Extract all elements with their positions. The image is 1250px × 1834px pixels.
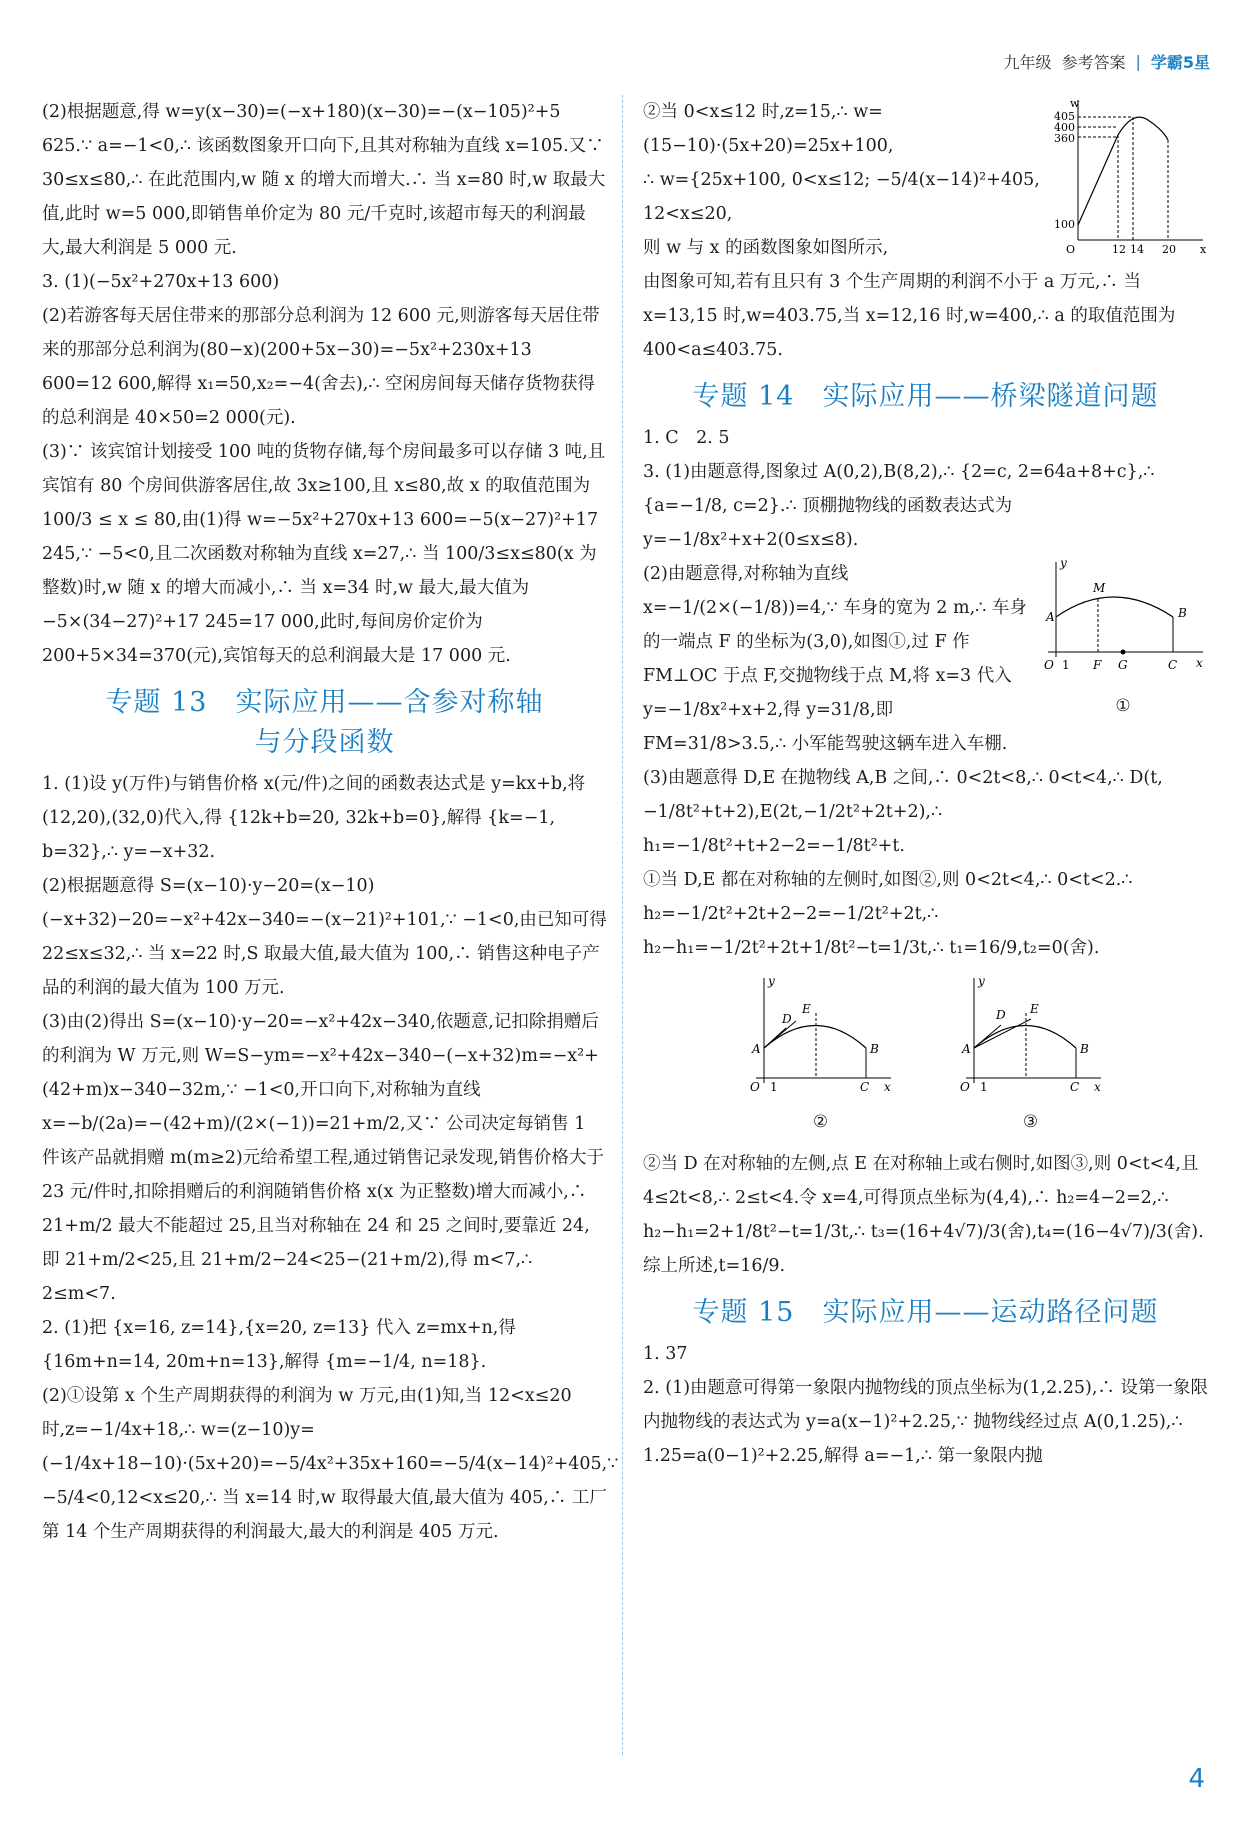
origin-label: O <box>1066 243 1076 256</box>
paragraph: 1. (1)设 y(万件)与销售价格 x(元/件)之间的函数表达式是 y=kx+b,将(12,20),(32,0)代入,得 {12k+b=20, 32k+b=0},解得 {k=−1, b=32},∴ y=−x+32. <box>42 774 586 862</box>
label-x: x <box>1196 656 1203 670</box>
paragraph: 1. C 2. 5 <box>643 428 730 448</box>
label-e: E <box>1029 1002 1039 1016</box>
w-tick-360: 360 <box>1054 132 1075 145</box>
label-y: y <box>977 974 985 988</box>
w-tick-100: 100 <box>1054 218 1075 231</box>
figure-2-diagram <box>746 973 896 1093</box>
figure-3-caption: ③ <box>1022 1112 1039 1132</box>
paragraph: (2)由题意得,对称轴为直线 x=−1/(2×(−1/8))=4,∵ 车身的宽为 2 m,∴ 车身的一端点 F 的坐标为(3,0),如图①,过 F 作 FM⊥OC 于点 F,交抛物线于点 M,将 x=3 代入 y=−1/8x²+x+2,得 y=31/8,即 FM=31/8>3.5,∴ 小军能驾驶这辆车进入车棚. <box>643 564 1027 754</box>
figure-1-diagram <box>1038 557 1208 677</box>
label-1: 1 <box>1062 658 1070 672</box>
topic-13-subtitle: 与分段函数 <box>254 727 395 758</box>
grade-label: 九年级 <box>1003 53 1052 72</box>
label-y: y <box>1060 556 1067 570</box>
topic-15-heading: 专题 15 实际应用——运动路径问题 <box>692 1297 1159 1328</box>
label-g: G <box>1118 658 1128 672</box>
figure-1 <box>1038 557 1208 723</box>
label-x: x <box>883 1080 891 1094</box>
figure-3-diagram <box>956 973 1106 1093</box>
label-y: y <box>767 974 775 988</box>
label-m: M <box>1093 581 1106 595</box>
column-divider <box>622 95 623 1755</box>
paragraph: (2)根据题意,得 w=y(x−30)=(−x+180)(x−30)=−(x−105)²+5 625.∵ a=−1<0,∴ 该函数图象开口向下,且其对称轴为直线 x=105.又∵ 30≤x≤80,∴ 在此范围内,w 随 x 的增大而增大.∴ 当 x=80 时,w 取最大值,此时 w=5 000,即销售单价定为 80 元/千克时,该超市每天的利润最大,最大利润是 5 000 元. <box>42 102 606 258</box>
x-tick-12: 12 <box>1112 243 1126 256</box>
paragraph: (2)若游客每天居住带来的那部分总利润为 12 600 元,则游客每天居住带来的那部分总利润为(80−x)(200+5x−30)=−5x²+230x+13 600=12 600,解得 x₁=50,x₂=−4(舍去),∴ 空闲房间每天储存货物获得的总利润是 40×50=2 000(元). <box>42 306 600 428</box>
label-a: A <box>1046 610 1055 624</box>
left-column <box>42 95 619 1549</box>
right-column <box>643 95 1208 1473</box>
label-1: 1 <box>979 1080 988 1094</box>
paragraph: ②当 0<x≤12 时,z=15,∴ w=(15−10)·(5x+20)=25x+100, <box>643 102 894 156</box>
label-x: x <box>1093 1080 1101 1094</box>
figure-1-caption: ① <box>1115 696 1131 716</box>
figure-3 <box>956 973 1106 1139</box>
label-c: C <box>859 1080 869 1094</box>
w-tick-400: 400 <box>1054 121 1075 134</box>
figure-2 <box>746 973 896 1139</box>
label-o: O <box>959 1080 970 1094</box>
paragraph: (2)根据题意得 S=(x−10)·y−20=(x−10)(−x+32)−20=−x²+42x−340=−(x−21)²+101,∵ −1<0,由已知可得 22≤x≤32,∴ 当 x=22 时,S 取最大值,最大值为 100,∴ 销售这种电子产品的利润的最大值为 100 万元. <box>42 876 607 998</box>
paragraph: 1. 37 <box>643 1344 688 1364</box>
paragraph: (2)①设第 x 个生产周期获得的利润为 w 万元,由(1)知,当 12<x≤20 时,z=−1/4x+18,∴ w=(z−10)y=(−1/4x+18−10)·(5x+20)=−5/4x²+35x+160=−5/4(x−14)²+405,∵ −5/4<0,12<x≤20,∴ 当 x=14 时,w 取得最大值,最大值为 405,∴ 工厂第 14 个生产周期获得的利润最大,最大的利润是 405 万元. <box>42 1386 619 1542</box>
paragraph: 则 w 与 x 的函数图象如图所示, <box>643 238 889 258</box>
header-separator: | <box>1135 52 1141 71</box>
label-o: O <box>1044 658 1054 672</box>
paragraph: ∴ w={25x+100, 0<x≤12; −5/4(x−14)²+405, 12<x≤20, <box>643 170 1040 224</box>
figure-2-caption: ② <box>812 1112 829 1132</box>
label-e: E <box>801 1002 811 1016</box>
label-f: F <box>1093 658 1102 672</box>
topic-13-title: 专题 13 实际应用——含参对称轴 <box>105 687 544 718</box>
label-b: B <box>869 1042 879 1056</box>
x-tick-14: 14 <box>1130 243 1144 256</box>
paragraph: (3)∵ 该宾馆计划接受 100 吨的货物存储,每个房间最多可以存储 3 吨,且宾馆有 80 个房间供游客居住,故 3x≥100,且 x≤80,故 x 的取值范围为 100/3 ≤ x ≤ 80,由(1)得 w=−5x²+270x+13 600=−5(x−27)²+17 245,∵ −5<0,且二次函数对称轴为直线 x=27,∴ 当 100/3≤x≤80(x 为整数)时,w 随 x 的增大而减小,∴ 当 x=34 时,w 最大,最大值为−5×(34−27)²+17 245=17 000,此时,每间房价定价为 200+5×34=370(元),宾馆每天的总利润最大是 17 000 元. <box>42 442 606 666</box>
answer-label: 参考答案 <box>1061 53 1126 72</box>
label-d: D <box>781 1012 792 1026</box>
brand-logo: 学霸5星 <box>1150 53 1210 72</box>
paragraph: 3. (1)由题意得,图象过 A(0,2),B(8,2),∴ {2=c, 2=64a+8+c},∴ {a=−1/8, c=2}.∴ 顶棚抛物线的函数表达式为 y=−1/8x²+x+2(0≤x≤8). <box>643 462 1155 550</box>
paragraph: 3. (1)(−5x²+270x+13 600) <box>42 272 280 292</box>
axis-w-label: w <box>1070 97 1080 110</box>
label-a: A <box>751 1042 761 1056</box>
paragraph: ②当 D 在对称轴的左侧,点 E 在对称轴上或右侧时,如图③,则 0<t<4,且 4≤2t<8,∴ 2≤t<4.令 x=4,可得顶点坐标为(4,4),∴ h₂=4−2=2,∴ h₂−h₁=2+1/8t²−t=1/3t,∴ t₃=(16+4√7)/3(舍),t₄=(16−4√7)/3(舍).综上所述,t=16/9. <box>643 1154 1204 1276</box>
paragraph: (3)由(2)得出 S=(x−10)·y−20=−x²+42x−340,依题意,记扣除捐赠后的利润为 W 万元,则 W=S−ym=−x²+42x−340−(−x+32)m=−x²+(42+m)x−340−32m,∵ −1<0,开口向下,对称轴为直线 x=−b/(2a)=−(42+m)/(2×(−1))=21+m/2,又∵ 公司决定每销售 1 件该产品就捐赠 m(m≥2)元给希望工程,通过销售记录发现,销售价格大于 23 元/件时,扣除捐赠后的利润随销售价格 x(x 为正整数)增大而减小,∴ 21+m/2 最大不能超过 25,且当对称轴在 24 和 25 之间时,要靠近 24,即 21+m/2<25,且 21+m/2−24<25−(21+m/2),得 m<7,∴ 2≤m<7. <box>42 1012 604 1304</box>
profit-graph <box>1054 95 1208 256</box>
page-number: 4 <box>1188 1764 1205 1794</box>
label-a: A <box>961 1042 971 1056</box>
topic-13-heading <box>42 683 607 763</box>
paragraph: 2. (1)把 {x=16, z=14},{x=20, z=13} 代入 z=mx+n,得 {16m+n=14, 20m+n=13},解得 {m=−1/4, n=18}. <box>42 1318 516 1372</box>
axis-x-label: x <box>1200 243 1207 256</box>
label-c: C <box>1168 658 1178 672</box>
paragraph: (3)由题意得 D,E 在抛物线 A,B 之间,∴ 0<2t<8,∴ 0<t<4,∴ D(t,−1/8t²+t+2),E(2t,−1/2t²+2t+2),∴ h₁=−1/8t²+t+2−2=−1/8t²+t. <box>643 768 1163 856</box>
paragraph: 由图象可知,若有且只有 3 个生产周期的利润不小于 a 万元,∴ 当 x=13,15 时,w=403.75,当 x=12,16 时,w=400,∴ a 的取值范围为 400<a≤403.75. <box>643 272 1176 360</box>
label-1: 1 <box>769 1080 778 1094</box>
w-tick-405: 405 <box>1054 110 1075 123</box>
figures-2-3 <box>643 973 1208 1139</box>
label-c: C <box>1069 1080 1079 1094</box>
paragraph: ①当 D,E 都在对称轴的左侧时,如图②,则 0<2t<4,∴ 0<t<2.∴ h₂=−1/2t²+2t+2−2=−1/2t²+2t,∴ h₂−h₁=−1/2t²+2t+1/8t²−t=1/3t,∴ t₁=16/9,t₂=0(舍). <box>643 870 1133 958</box>
x-tick-20: 20 <box>1162 243 1176 256</box>
label-b: B <box>1079 1042 1089 1056</box>
label-d: D <box>995 1008 1006 1022</box>
topic-14-heading: 专题 14 实际应用——桥梁隧道问题 <box>692 381 1159 412</box>
label-b: B <box>1178 606 1187 620</box>
page-header <box>1003 50 1210 73</box>
paragraph: 2. (1)由题意可得第一象限内抛物线的顶点坐标为(1,2.25),∴ 设第一象限内抛物线的表达式为 y=a(x−1)²+2.25,∵ 抛物线经过点 A(0,1.25),∴ 1.25=a(0−1)²+2.25,解得 a=−1,∴ 第一象限内抛 <box>643 1378 1208 1466</box>
label-o: O <box>749 1080 760 1094</box>
